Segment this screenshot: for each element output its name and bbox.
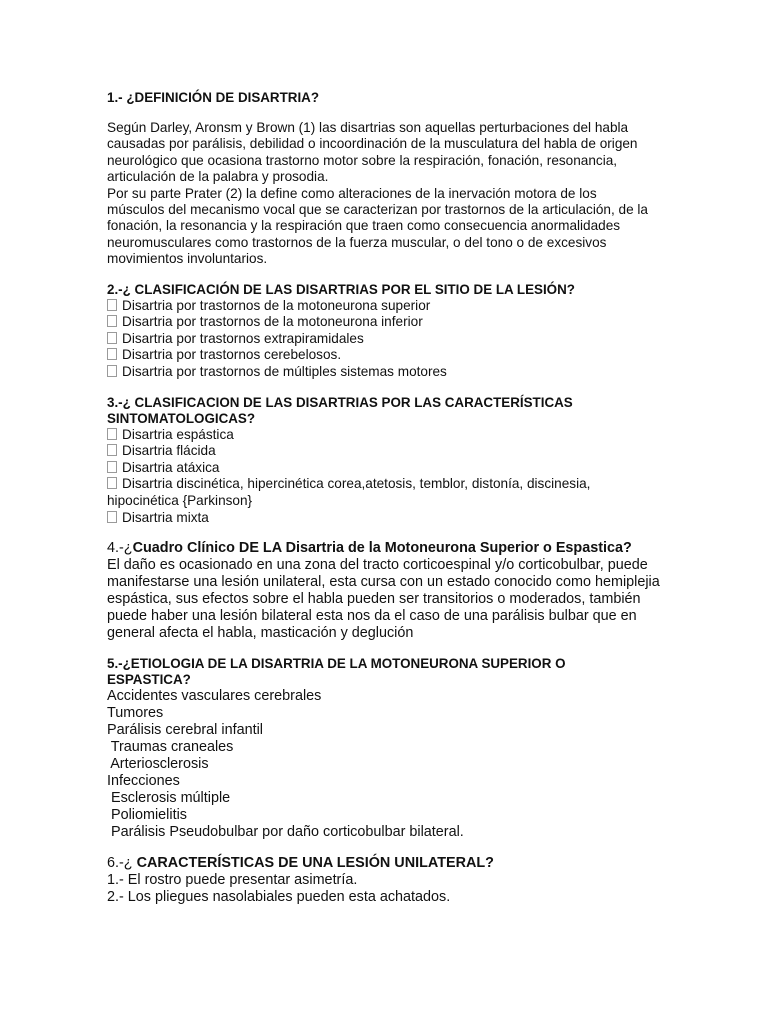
section-1-line: articulación de la palabra y prosodia. <box>107 169 329 185</box>
list-item: Disartria por trastornos de la motoneurona inferior <box>107 314 667 331</box>
section-6-list <box>107 872 667 906</box>
section-etiology <box>107 656 667 841</box>
list-item: Accidentes vasculares cerebrales <box>107 688 322 705</box>
section-4-line: El daño es ocasionado en una zona del tracto corticoespinal y/o corticobulbar, puede <box>107 557 648 574</box>
list-item: Parálisis cerebral infantil <box>107 722 263 739</box>
bullet-box-icon <box>107 444 117 456</box>
section-5-heading: 5.-¿ETIOLOGIA DE LA DISARTRIA DE LA MOTONEURONA SUPERIOR O <box>107 656 566 672</box>
list-item: Infecciones <box>107 773 180 790</box>
section-1-line: neurológico que ocasiona trastorno motor sobre la respiración, fonación, resonancia, <box>107 152 618 168</box>
section-classification-site <box>107 282 667 381</box>
section-3-list <box>107 427 667 527</box>
bullet-box-icon <box>107 348 117 360</box>
section-3-heading-cont: SINTOMATOLOGICAS? <box>107 410 256 426</box>
section-clinical-picture <box>107 540 667 642</box>
section-1-line: Por su parte Prater (2) la define como alteraciones de la inervación motora de los <box>107 185 597 201</box>
list-item: Disartria espástica <box>107 427 667 444</box>
section-6-heading: 6.-¿ CARACTERÍSTICAS DE UNA LESIÓN UNILATERAL? <box>107 855 494 872</box>
section-2-list <box>107 298 667 381</box>
section-3-heading: 3.-¿ CLASIFICACION DE LAS DISARTRIAS POR LAS CARACTERÍSTICAS <box>107 394 573 410</box>
section-1-line: movimientos involuntarios. <box>107 251 268 267</box>
section-4-line: general afecta el habla, masticación y deglución <box>107 625 414 642</box>
section-5-list <box>107 688 667 841</box>
section-1-line: causadas por parálisis, debilidad o incoordinación de la musculatura del habla de origen <box>107 136 638 152</box>
section-1-line: fonación, la resonancia y la respiración que traen como consecuencia anormalidades <box>107 218 621 234</box>
list-item-continuation: hipocinética {Parkinson} <box>107 493 253 508</box>
list-item: Disartria por trastornos cerebelosos. <box>107 347 667 364</box>
section-1-line: músculos del mecanismo vocal que se caracterizan por trastornos de la articulación, de la <box>107 202 648 218</box>
section-unilateral-lesion <box>107 855 667 906</box>
list-item: Poliomielitis <box>107 807 187 824</box>
list-item: Disartria mixta <box>107 510 667 527</box>
bullet-box-icon <box>107 299 117 311</box>
list-item: Arteriosclerosis <box>107 756 209 773</box>
section-classification-symptoms <box>107 395 667 527</box>
bullet-box-icon <box>107 461 117 473</box>
document-page <box>107 90 667 906</box>
list-item: Disartria por trastornos extrapiramidales <box>107 331 667 348</box>
section-4-line: puede haber una lesión bilateral esta nos da el caso de una parálisis bulbar que en <box>107 608 637 625</box>
section-definition <box>107 90 667 268</box>
section-4-body <box>107 557 667 642</box>
section-5-heading-cont: ESPASTICA? <box>107 672 191 688</box>
bullet-box-icon <box>107 511 117 523</box>
section-4-line: espástica, sus efectos sobre el habla pueden ser transitorios o moderados, también <box>107 591 641 608</box>
list-item: Disartria flácida <box>107 443 667 460</box>
section-1-line: neuromusculares como trastornos de la fuerza muscular, o del tono o de excesivos <box>107 234 607 250</box>
section-2-heading: 2.-¿ CLASIFICACIÓN DE LAS DISARTRIAS POR EL SITIO DE LA LESIÓN? <box>107 281 575 297</box>
bullet-box-icon <box>107 315 117 327</box>
section-4-line: manifestarse una lesión unilateral, esta cursa con un estado conocido como hemiplejia <box>107 574 660 591</box>
bullet-box-icon <box>107 477 117 489</box>
section-1-body <box>107 120 667 268</box>
bullet-box-icon <box>107 365 117 377</box>
list-item: 2.- Los pliegues nasolabiales pueden esta achatados. <box>107 889 451 906</box>
section-4-heading: 4.-¿Cuadro Clínico DE LA Disartria de la Motoneurona Superior o Espastica? <box>107 540 632 557</box>
list-item: Parálisis Pseudobulbar por daño corticobulbar bilateral. <box>107 824 464 841</box>
list-item: Disartria por trastornos de la motoneurona superior <box>107 298 667 315</box>
list-item: Traumas craneales <box>107 739 234 756</box>
section-1-line: Según Darley, Aronsm y Brown (1) las disartrias son aquellas perturbaciones del habla <box>107 120 629 135</box>
list-item: Disartria atáxica <box>107 460 667 477</box>
list-item: Tumores <box>107 705 164 722</box>
list-item: 1.- El rostro puede presentar asimetría. <box>107 872 358 889</box>
section-1-heading: 1.- ¿DEFINICIÓN DE DISARTRIA? <box>107 90 320 105</box>
list-item: Disartria por trastornos de múltiples sistemas motores <box>107 364 667 381</box>
bullet-box-icon <box>107 428 117 440</box>
list-item: Disartria discinética, hipercinética corea,atetosis, temblor, distonía, discinesia, <box>107 476 667 493</box>
bullet-box-icon <box>107 332 117 344</box>
list-item: Esclerosis múltiple <box>107 790 231 807</box>
